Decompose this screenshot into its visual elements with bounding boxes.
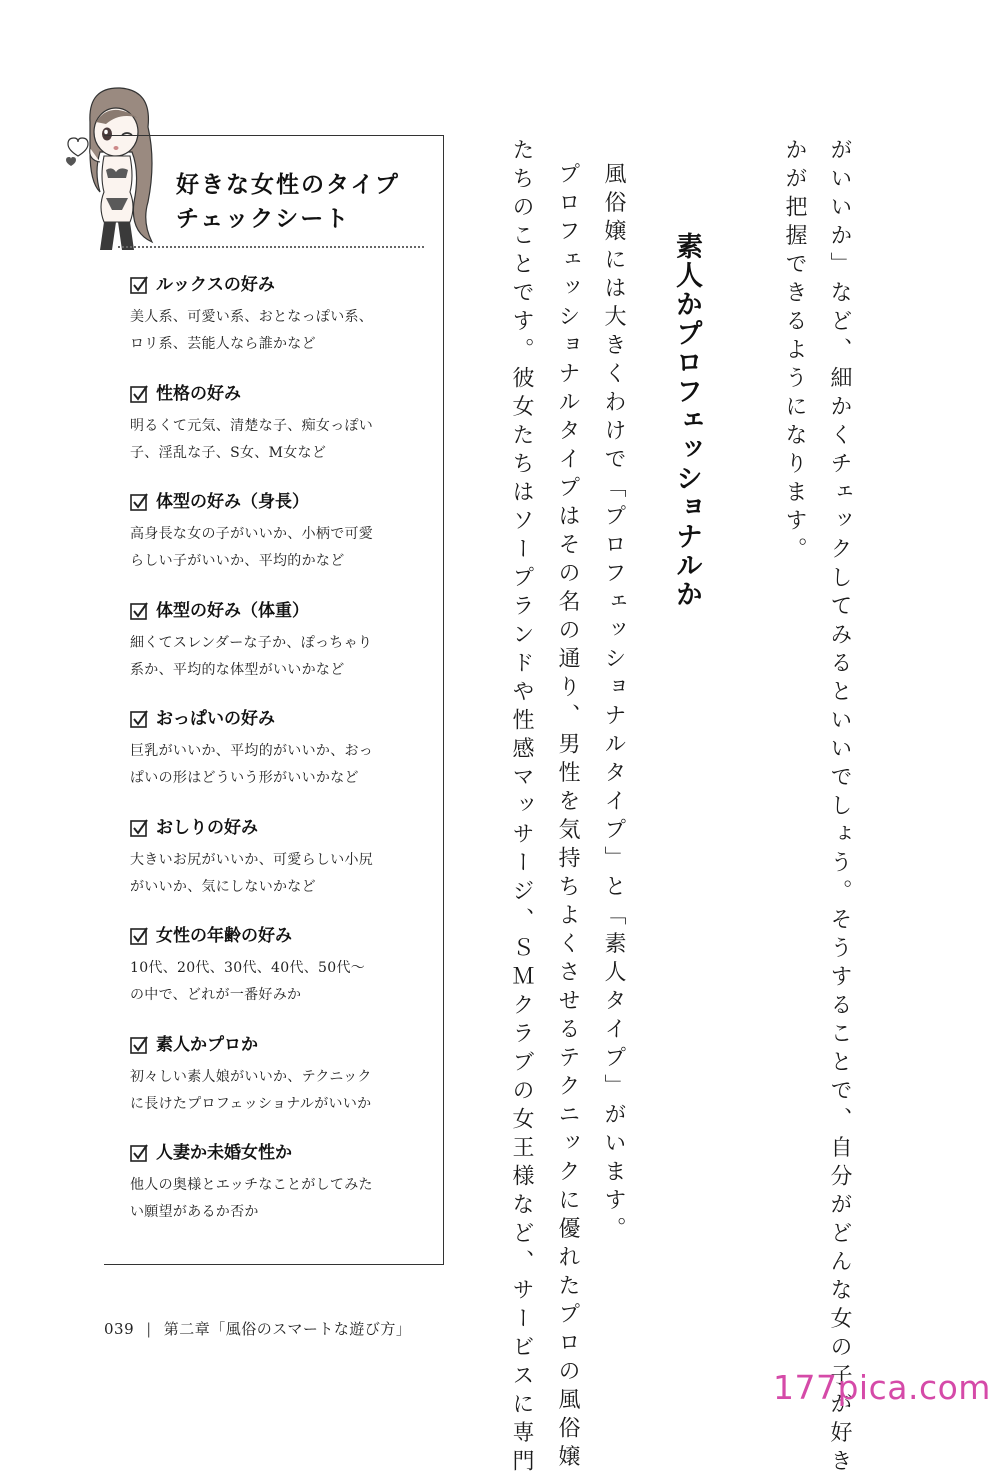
checklist-heading: 性格の好み: [156, 383, 241, 404]
checklist-item: [130, 272, 430, 381]
checkbox-checked-icon: [130, 385, 148, 403]
checklist-desc: 明るくて元気、清楚な子、痴女っぽい 子、淫乱な子、S女、M女など: [130, 417, 374, 461]
checkbox-checked-icon: [130, 1144, 148, 1162]
checklist-title: 好きな女性のタイプ チェックシート: [176, 168, 436, 236]
checklist-desc: 巨乳がいいか、平均的がいいか、おっ ぱいの形はどういう形がいいかなど: [130, 743, 374, 786]
checkbox-checked-icon: [130, 1036, 148, 1054]
page-footer: [104, 1318, 411, 1339]
body-text-column-1: がいいか」など、細かくチェックしてみるといいでしょう。そうすることで、自分がどんな女の子が好き: [827, 138, 852, 1478]
checkbox-checked-icon: [130, 710, 148, 728]
checkbox-checked-icon: [130, 819, 148, 837]
footer-separator: |: [146, 1320, 152, 1338]
checklist-item: [130, 923, 430, 1032]
page-number: 039: [104, 1320, 135, 1338]
checklist-item: [130, 489, 430, 598]
section-heading: 素人かプロフェッショナルか: [671, 232, 702, 609]
checklist-desc: 10代、20代、30代、40代、50代〜 の中で、どれが一番好みか: [130, 960, 366, 1003]
checklist-heading: 人妻か未婚女性か: [156, 1143, 292, 1163]
checklist-heading: 素人かプロか: [156, 1034, 258, 1055]
site-watermark: 177pica.com: [773, 1368, 991, 1407]
checklist-heading: おっぱいの好み: [156, 709, 275, 729]
body-text-column-4: プロフェッショナルタイプはその名の通り、男性を気持ちよくさせるテクニックに優れたプロの風俗嬢: [555, 162, 580, 1473]
checklist-heading: 体型の好み（身長）: [156, 492, 309, 512]
checklist-item: [130, 598, 430, 707]
checkbox-checked-icon: [130, 493, 148, 511]
checklist-desc: 細くてスレンダーな子か、ぽっちゃり 系か、平均的な体型がいいかなど: [130, 634, 373, 678]
checkbox-checked-icon: [130, 276, 148, 294]
body-text-column-5: たちのことです。彼女たちはソープランドや性感マッサージ、ＳＭクラブの女王様など、サービスに専門: [509, 138, 534, 1478]
checkbox-checked-icon: [130, 602, 148, 620]
body-text-column-2: かが把握できるようになります。: [782, 138, 807, 566]
checklist-item: [130, 815, 430, 924]
checklist-heading: ルックスの好み: [156, 275, 275, 295]
checklist-desc: 高身長な女の子がいいか、小柄で可愛 らしい子がいいか、平均的かなど: [130, 526, 374, 569]
checklist-item: [130, 1140, 430, 1249]
dotted-divider: [118, 246, 424, 248]
checklist-item: [130, 1032, 430, 1141]
checklist-desc: 他人の奥様とエッチなことがしてみた い願望があるか否か: [130, 1177, 373, 1220]
checkbox-checked-icon: [130, 927, 148, 945]
checklist-item: [130, 706, 430, 815]
checklist-desc: 初々しい素人娘がいいか、テクニック に長けたプロフェッショナルがいいか: [130, 1068, 372, 1112]
chapter-title: 第二章「風俗のスマートな遊び方」: [163, 1320, 412, 1338]
body-text-column-3: 風俗嬢には大きくわけで「プロフェッショナルタイプ」と「素人タイプ」がいます。: [601, 162, 626, 1245]
checklist-item: [130, 381, 430, 490]
checklist-desc: 大きいお尻がいいか、可愛らしい小尻 がいいか、気にしないかなど: [130, 851, 374, 895]
checklist-heading: おしりの好み: [156, 817, 258, 838]
checklist-heading: 女性の年齢の好み: [156, 926, 292, 946]
checklist-items: [130, 272, 430, 1249]
checklist-heading: 体型の好み（体重）: [156, 600, 309, 621]
checklist-desc: 美人系、可愛い系、おとなっぽい系、 ロリ系、芸能人なら誰かなど: [130, 309, 374, 352]
